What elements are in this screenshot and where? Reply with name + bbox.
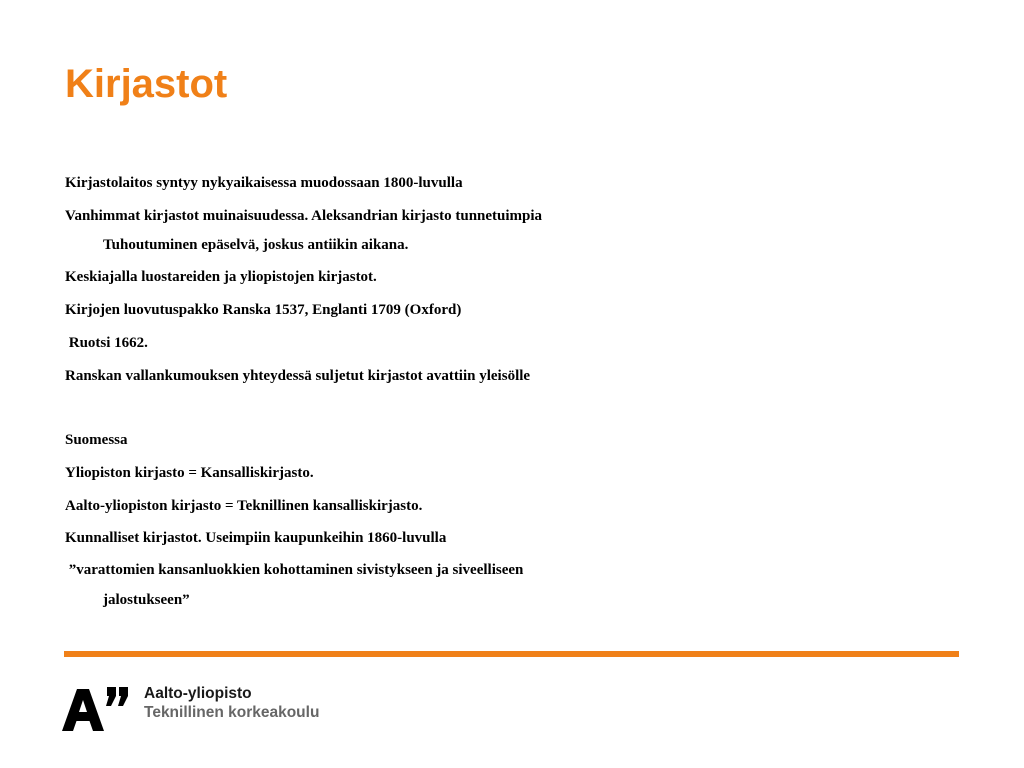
body-line: Kunnalliset kirjastot. Useimpiin kaupunkeihin 1860-luvulla (65, 530, 447, 546)
slide-title: Kirjastot (65, 62, 228, 106)
body-line: ”varattomien kansanluokkien kohottaminen sivistykseen ja siveelliseen (65, 562, 524, 578)
logo-wordmark (144, 684, 319, 722)
footer-divider (64, 651, 959, 657)
logo-name: Aalto-yliopisto (144, 685, 252, 702)
body-line: Ruotsi 1662. (65, 335, 148, 351)
body-line-indented: jalostukseen” (103, 592, 190, 608)
body-line: Ranskan vallankumouksen yhteydessä suljetut kirjastot avattiin yleisölle (65, 368, 531, 384)
body-line: Kirjastolaitos syntyy nykyaikaisessa muodossaan 1800-luvulla (65, 175, 463, 191)
section-heading: Suomessa (65, 432, 128, 448)
body-line: Keskiajalla luostareiden ja yliopistojen kirjastot. (65, 269, 377, 285)
body-line: Vanhimmat kirjastot muinaisuudessa. Aleksandrian kirjasto tunnetuimpia (65, 208, 543, 224)
body-line-indented: Tuhoutuminen epäselvä, joskus antiikin aikana. (103, 237, 409, 253)
body-line: Yliopiston kirjasto = Kansalliskirjasto. (65, 465, 314, 481)
aalto-a-mark-icon (62, 684, 134, 732)
aalto-logo (62, 684, 362, 734)
body-line: Aalto-yliopiston kirjasto = Teknillinen kansalliskirjasto. (65, 498, 423, 514)
body-line: Kirjojen luovutuspakko Ranska 1537, Englanti 1709 (Oxford) (65, 302, 462, 318)
logo-subtitle: Teknillinen korkeakoulu (144, 704, 320, 721)
